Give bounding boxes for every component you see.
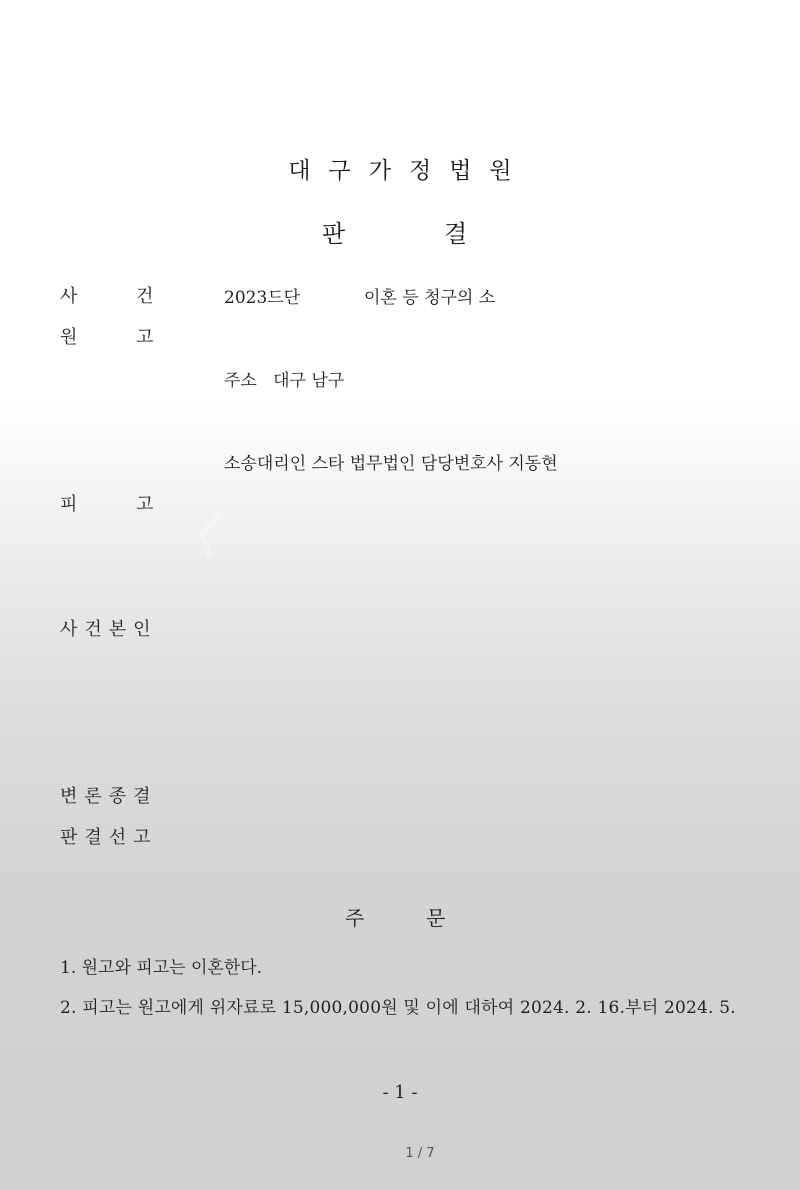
order-item-1: 1. 원고와 피고는 이혼한다. (60, 958, 263, 978)
plaintiff-address (224, 366, 344, 391)
court-name: 대구가정법원 (288, 158, 530, 184)
label-case-char1: 사 (60, 286, 78, 307)
case-number: 2023드단 (224, 288, 301, 308)
case-title: 이혼 등 청구의 소 (364, 288, 496, 308)
label-plaintiff (60, 323, 153, 349)
label-defendant-char1: 피 (60, 494, 78, 515)
label-defendant-char2: 고 (136, 494, 154, 515)
label-closing: 변론종결 (60, 786, 158, 807)
label-sentence: 판결선고 (60, 827, 158, 848)
address-label: 주소 (224, 371, 257, 391)
label-case-char2: 건 (136, 286, 154, 307)
label-principal: 사건본인 (60, 619, 158, 640)
label-case (60, 282, 153, 308)
page-indicator: 1 / 7 (405, 1146, 435, 1161)
order-heading-left: 주 (345, 906, 365, 930)
order-heading (0, 902, 800, 932)
order-heading-right: 문 (426, 906, 446, 930)
document-title (0, 214, 800, 248)
page-number: - 1 - (382, 1082, 418, 1103)
label-defendant (60, 490, 153, 516)
title-char-right: 결 (444, 220, 468, 248)
scan-artifact (196, 512, 224, 560)
plaintiff-attorney: 소송대리인 스타 법무법인 담당변호사 지동현 (224, 454, 558, 474)
title-char-left: 판 (322, 220, 346, 248)
order-item-2: 2. 피고는 원고에게 위자료로 15,000,000원 및 이에 대하여 2024. 2. 16.부터 2024. 5. (60, 998, 736, 1018)
label-plaintiff-char2: 고 (136, 327, 154, 348)
address-value: 대구 남구 (273, 371, 345, 391)
label-plaintiff-char1: 원 (60, 327, 78, 348)
